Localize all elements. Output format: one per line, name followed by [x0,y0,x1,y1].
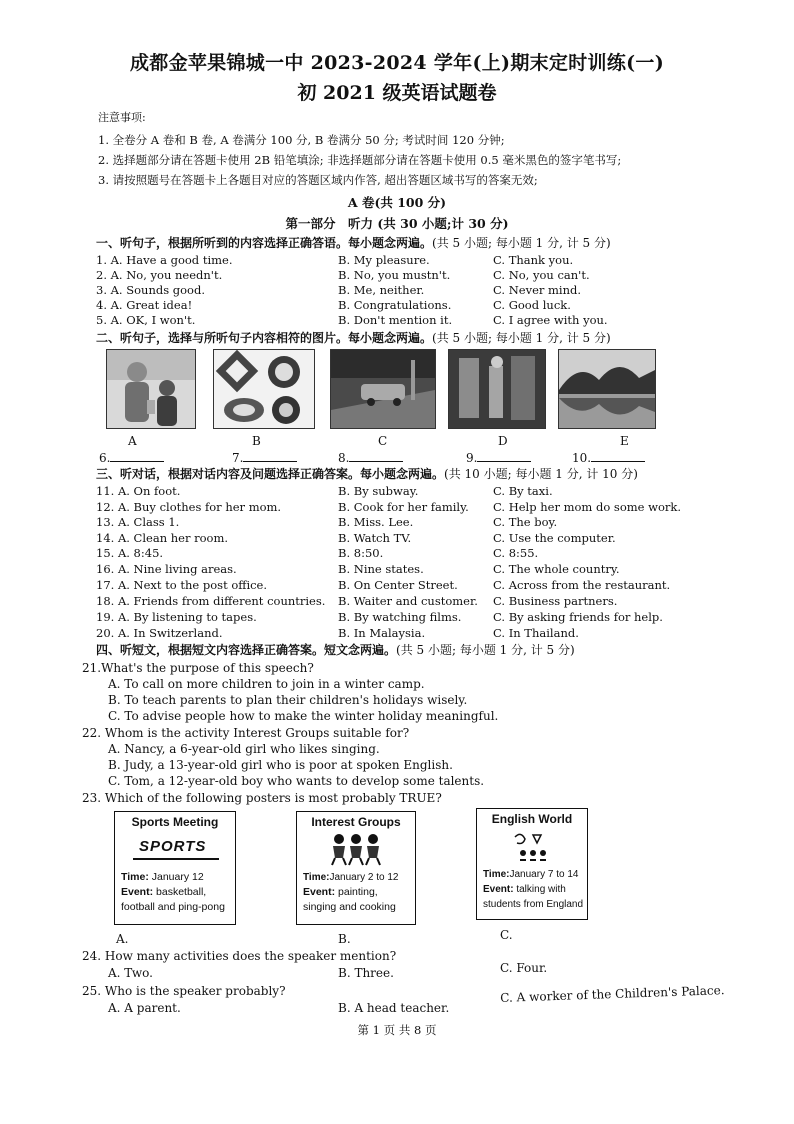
section3-title: 三、听对话，根据对话内容及问题选择正确答案。每小题念两遍。 [96,467,445,481]
paper-cutting-icon [214,350,314,428]
question-23: 23. Which of the following posters is most probably TRUE? [82,791,442,805]
poster-time [303,870,398,885]
option-b: B. My pleasure. [338,253,430,267]
logo-underline [133,858,219,860]
option-c: C. Never mind. [493,283,582,297]
time-value: January 12 [151,871,204,883]
page-footer: 第 1 页 共 8 页 [357,1023,437,1037]
option-a: 18. A. Friends from different countries. [96,594,326,608]
event-value: basketball, [156,886,207,898]
event-label: Event: [303,886,336,898]
section1-heading [96,236,611,251]
answer-blank-8[interactable] [338,450,403,465]
option-a: 4. A. Great idea! [96,298,193,312]
poster-english-world [476,808,588,920]
poster-interest-groups [296,811,416,925]
blank-number: 10. [572,451,592,465]
blank-line [591,450,645,462]
option-b: B. Congratulations. [338,298,452,312]
note-3: 3. 请按照题号在答题卡上各题目对应的答题区域内作答, 超出答题区域书写的答案无效; [98,173,538,187]
question-21-option-b: B. To teach parents to plan their children's holidays wisely. [108,693,468,707]
option-b: B. By watching films. [338,610,462,624]
dancing-kids-icon [327,832,385,866]
option-b: B. Nine states. [338,562,424,576]
section1-title: 一、听句子，根据所听到的内容选择正确答语。每小题念两遍。 [96,236,433,250]
option-c: C. Across from the restaurant. [493,578,671,592]
option-c: C. In Thailand. [493,626,579,640]
question-22-option-a: A. Nancy, a 6-year-old girl who likes singing. [108,742,380,756]
question-24: 24. How many activities does the speaker mention? [82,949,397,963]
question-21: 21.What's the purpose of this speech? [82,661,314,675]
option-a: 5. A. OK, I won't. [96,313,196,327]
poster-event [483,882,566,897]
section4-points: (共 5 小题; 每小题 1 分, 计 5 分) [396,643,575,657]
option-c: C. The whole country. [493,562,620,576]
lake-landscape-icon [559,350,655,428]
time-label: Time: [483,869,510,880]
option-a: 13. A. Class 1. [96,515,180,529]
blank-line [349,450,403,462]
question-25-option-b: B. A head teacher. [338,1001,450,1015]
option-a: 17. A. Next to the post office. [96,578,268,592]
question-22: 22. Whom is the activity Interest Groups suitable for? [82,726,410,740]
question-22-option-c: C. Tom, a 12-year-old boy who wants to develop some talents. [108,774,485,788]
question-24-option-c: C. Four. [500,961,548,975]
blank-number: 8. [338,451,350,465]
answer-blank-10[interactable] [572,450,645,465]
answer-blank-9[interactable] [466,450,531,465]
option-b: B. Watch TV. [338,531,412,545]
option-a: 3. A. Sounds good. [96,283,206,297]
blank-number: 9. [466,451,478,465]
picture-c [330,349,436,429]
section4-heading [96,643,575,658]
option-b: B. 8:50. [338,546,384,560]
question-22-option-b: B. Judy, a 13-year-old girl who is poor at spoken English. [108,758,453,772]
option-a: 1. A. Have a good time. [96,253,233,267]
poster-event-continued: football and ping-pong [121,901,225,913]
exam-title: 成都金苹果锦城一中 2023-2024 学年(上)期末定时训练(一) [129,52,665,74]
question-25-option-a: A. A parent. [108,1001,181,1015]
option-b: B. Don't mention it. [338,313,453,327]
section2-heading [96,331,611,346]
picture-d [448,349,546,429]
sports-logo-icon: SPORTS [139,838,207,855]
option-b: B. Miss. Lee. [338,515,414,529]
option-a: 11. A. On foot. [96,484,181,498]
question-24-option-b: B. Three. [338,966,394,980]
event-label: Event: [121,886,154,898]
poster-event [121,885,206,900]
poster-label-c: C. [500,928,513,942]
blank-line [110,450,164,462]
option-b: B. Me, neither. [338,283,425,297]
night-street-icon [331,350,435,428]
note-2: 2. 选择题部分请在答题卡使用 2B 铅笔填涂; 非选择题部分请在答题卡使用 0.5 毫米黑色的签字笔书写; [98,153,622,167]
option-c: C. No, you can't. [493,268,590,282]
blank-number: 7. [232,451,244,465]
section2-title: 二、听句子，选择与所听句子内容相符的图片。每小题念两遍。 [96,331,433,345]
notes-heading: 注意事项: [98,111,146,124]
poster-title: English World [491,812,573,826]
poster-event-continued: singing and cooking [303,901,396,913]
event-label: Event: [483,884,514,895]
option-c: C. The boy. [493,515,558,529]
picture-label-d: D [498,434,508,448]
poster-time [483,867,578,882]
option-a: 19. A. By listening to tapes. [96,610,257,624]
time-value: January 7 to 14 [509,869,579,880]
option-a: 16. A. Nine living areas. [96,562,237,576]
option-b: B. Cook for her family. [338,500,469,514]
answer-blank-7[interactable] [232,450,297,465]
option-a: 2. A. No, you needn't. [96,268,223,282]
option-c: C. Thank you. [493,253,574,267]
option-c: C. Good luck. [493,298,571,312]
volume-a-heading: A 卷(共 100 分) [347,195,447,210]
picture-label-e: E [620,434,629,448]
poster-title: Interest Groups [311,815,401,829]
option-c: C. 8:55. [493,546,539,560]
section2-points: (共 5 小题; 每小题 1 分, 计 5 分) [432,331,611,345]
picture-a [106,349,196,429]
picture-b [213,349,315,429]
indoor-scene-icon [449,350,545,428]
picture-e [558,349,656,429]
option-b: B. No, you mustn't. [338,268,451,282]
section3-heading [96,467,638,482]
option-b: B. On Center Street. [338,578,458,592]
poster-label-a: A. [116,932,129,946]
question-21-option-c: C. To advise people how to make the winter holiday meaningful. [108,709,499,723]
option-b: B. In Malaysia. [338,626,426,640]
section1-points: (共 5 小题; 每小题 1 分, 计 5 分) [432,236,611,250]
option-a: 12. A. Buy clothes for her mom. [96,500,282,514]
option-b: B. By subway. [338,484,419,498]
option-c: C. I agree with you. [493,313,608,327]
blank-line [243,450,297,462]
option-c: C. Business partners. [493,594,618,608]
picture-label-b: B [252,434,261,448]
event-value: talking with [516,884,566,895]
blank-number: 6. [99,451,111,465]
time-value: January 2 to 12 [329,872,399,883]
time-label: Time: [303,872,330,883]
option-a: 14. A. Clean her room. [96,531,229,545]
poster-title: Sports Meeting [131,815,219,829]
question-21-option-a: A. To call on more children to join in a winter camp. [108,677,425,691]
exam-subtitle: 初 2021 级英语试题卷 [297,82,497,104]
section3-points: (共 10 小题; 每小题 1 分, 计 10 分) [444,467,638,481]
time-label: Time: [121,871,149,883]
family-photo-icon [107,350,195,428]
note-1: 1. 全卷分 A 卷和 B 卷, A 卷满分 100 分, B 卷满分 50 分; 考试时间 120 分钟; [98,133,505,147]
blank-line [477,450,531,462]
poster-event [303,885,378,900]
picture-label-c: C [378,434,388,448]
section4-title: 四、听短文，根据短文内容选择正确答案。短文念两遍。 [96,643,397,657]
option-c: C. By taxi. [493,484,553,498]
option-a: 15. A. 8:45. [96,546,164,560]
poster-event-continued: students from England [483,899,584,910]
option-a: 20. A. In Switzerland. [96,626,223,640]
question-24-option-a: A. Two. [108,966,153,980]
people-talking-icon [511,831,555,861]
option-c: C. By asking friends for help. [493,610,663,624]
picture-label-a: A [128,434,137,448]
question-25-option-c: C. A worker of the Children's Palace. [500,983,725,1005]
part1-heading: 第一部分 听力 (共 30 小题;计 30 分) [285,216,509,231]
option-b: B. Waiter and customer. [338,594,478,608]
option-c: C. Help her mom do some work. [493,500,682,514]
option-c: C. Use the computer. [493,531,616,545]
event-value: painting, [338,886,378,898]
question-25: 25. Who is the speaker probably? [82,984,286,998]
poster-time [121,870,204,885]
answer-blank-6[interactable] [99,450,164,465]
poster-label-b: B. [338,932,351,946]
poster-sports-meeting [114,811,236,925]
